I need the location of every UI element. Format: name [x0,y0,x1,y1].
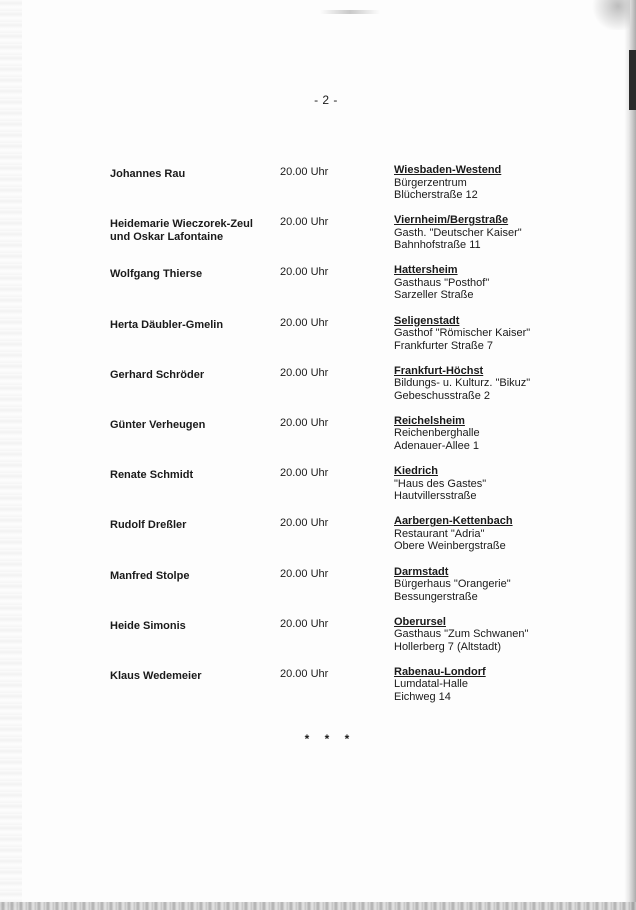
event-time: 20.00 Uhr [280,216,329,229]
event-row [110,214,570,264]
event-venue: Gasthof "Römischer Kaiser" [394,327,531,340]
event-location [394,264,564,302]
speaker-name: Heide Simonis [110,619,186,632]
speaker-name: Johannes Rau [110,168,186,180]
event-list [110,164,570,716]
event-time: 20.00 Uhr [280,366,329,379]
event-time: 20.00 Uhr [280,416,329,429]
page-number: - 2 - [314,93,338,107]
event-location [394,666,564,704]
event-row [110,666,570,716]
speaker-name: Renate Schmidt [110,469,194,482]
scan-edge-bottom [0,902,636,910]
event-venue: Bürgerzentrum [394,176,467,189]
event-venue: Restaurant "Adria" [394,527,485,540]
event-town: Rabenau-Londorf [394,665,486,678]
event-address: Gebeschusstraße 2 [394,389,490,402]
event-venue: Gasth. "Deutscher Kaiser" [394,226,522,239]
event-location [394,415,564,453]
scan-top-smudge [320,10,380,14]
event-town: Darmstadt [394,565,449,578]
event-town: Reichelsheim [394,414,465,427]
event-address: Sarzeller Straße [394,289,474,302]
event-time: 20.00 Uhr [280,467,329,480]
event-row [110,465,570,515]
event-town: Oberursel [394,615,446,628]
scan-edge-left [0,0,22,910]
event-address: Bessungerstraße [394,590,478,603]
event-location [394,465,564,503]
event-row [110,365,570,415]
speaker-name: Manfred Stolpe [110,569,190,582]
event-venue: Lumdatal-Halle [394,678,468,691]
scan-edge-right [624,0,636,910]
event-address: Obere Weinbergstraße [394,540,506,553]
scan-corner-smudge [590,0,630,30]
event-location [394,616,564,654]
event-town: Viernheim/Bergstraße [394,214,509,227]
event-address: Frankfurter Straße 7 [394,339,494,352]
event-row [110,315,570,365]
speaker-name: Gerhard Schröder [110,368,205,381]
event-time: 20.00 Uhr [280,517,329,530]
event-venue: Bürgerhaus "Orangerie" [394,578,511,590]
event-town: Frankfurt-Höchst [394,364,484,377]
event-time: 20.00 Uhr [280,266,329,279]
closing-asterisks: * * * [304,732,356,746]
speaker-name: Wolfgang Thierse [110,268,203,281]
event-town: Seligenstadt [394,314,460,327]
event-venue: Reichenberghalle [394,427,480,440]
speaker-name: Herta Däubler-Gmelin [110,318,224,331]
event-time: 20.00 Uhr [280,667,329,680]
event-time: 20.00 Uhr [280,166,329,178]
event-time: 20.00 Uhr [280,567,329,580]
event-location [394,315,564,353]
event-time: 20.00 Uhr [280,316,329,329]
event-venue: "Haus des Gastes" [394,477,487,490]
speaker-name: Günter Verheugen [110,418,206,431]
event-location [394,515,564,553]
speaker-name: Heidemarie Wieczorek-Zeul und Oskar Lafontaine [110,218,253,244]
event-row [110,415,570,465]
event-venue: Gasthaus "Zum Schwanen" [394,628,529,641]
event-town: Kiedrich [394,465,439,478]
event-row [110,515,570,565]
event-location [394,566,564,604]
event-row [110,164,570,214]
event-address: Adenauer-Allee 1 [394,439,480,452]
event-town: Hattersheim [394,264,458,277]
event-address: Hautvillersstraße [394,490,477,503]
event-town: Wiesbaden-Westend [394,164,502,176]
event-venue: Bildungs- u. Kulturz. "Bikuz" [394,377,531,390]
event-location [394,214,564,252]
event-address: Blücherstraße 12 [394,189,478,201]
event-time: 20.00 Uhr [280,617,329,630]
speaker-name: Rudolf Dreßler [110,519,187,532]
event-location [394,365,564,403]
event-row [110,264,570,314]
speaker-name: Klaus Wedemeier [110,669,202,682]
event-row [110,566,570,616]
event-address: Bahnhofstraße 11 [394,239,481,252]
event-town: Aarbergen-Kettenbach [394,515,513,528]
event-address: Hollerberg 7 (Altstadt) [394,640,501,653]
event-location [394,164,564,202]
event-venue: Gasthaus "Posthof" [394,276,490,289]
event-address: Eichweg 14 [394,690,451,703]
event-row [110,616,570,666]
